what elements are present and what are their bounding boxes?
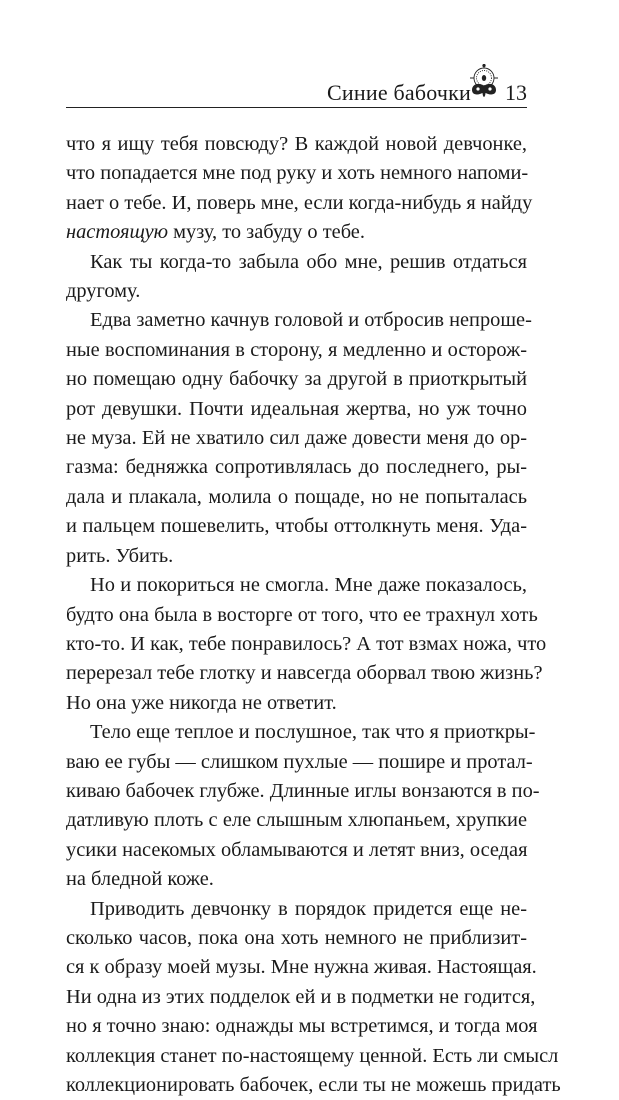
- text-line: усики насекомых обламываются и летят вниз, оседая: [66, 838, 528, 861]
- text-line: сколько часов, пока она хоть немного не приблизит-: [66, 926, 527, 949]
- text-line: коллекционировать бабочек, если ты не можешь придать: [66, 1074, 561, 1096]
- text-line: не муза. Ей не хватило сил даже довести меня до ор-: [66, 427, 527, 450]
- text-line: датливую плоть с еле слышным хлюпаньем, хрупкие: [66, 809, 527, 832]
- text-line: и пальцем пошевелить, чтобы оттолкнуть меня. Уда-: [66, 515, 527, 538]
- running-header: [66, 62, 527, 108]
- text-line: но я точно знаю: однажды мы встретимся, и тогда моя: [66, 1015, 538, 1038]
- text-line: кто-то. И как, тебе понравилось? А тот взмах ножа, что: [66, 632, 547, 655]
- text-line: перерезал тебе глотку и навсегда оборвал твою жизнь?: [66, 662, 543, 685]
- text-line: [66, 218, 527, 247]
- text-line: Приводить девчонку в порядок придется еще не-: [90, 897, 527, 920]
- text-line: но помещаю одну бабочку за другой в приоткрытый: [66, 368, 527, 391]
- text-line: Едва заметно качнув головой и отбросив непроше-: [90, 309, 532, 332]
- body-text: [66, 130, 561, 1100]
- moth-ornament-icon: [469, 64, 499, 102]
- text-line: ные воспоминания в сторону, я медленно и осторож-: [66, 338, 527, 361]
- text-line: нает о тебе. И, поверь мне, если когда-нибудь я найду: [66, 191, 533, 214]
- text-line: будто она была в восторге от того, что ее трахнул хоть: [66, 603, 538, 626]
- text-line: коллекция станет по-настоящему ценной. Есть ли смысл: [66, 1044, 559, 1067]
- text-line: рить. Убить.: [66, 544, 174, 567]
- text-fragment: музу, то забуду о тебе.: [168, 221, 365, 244]
- text-line: Тело еще теплое и послушное, так что я приоткры-: [90, 721, 536, 744]
- text-line: другому.: [66, 280, 141, 303]
- text-line: рот девушки. Почти идеальная жертва, но уж точно: [66, 397, 527, 420]
- text-line: Но и покориться не смогла. Мне даже показалось,: [90, 574, 527, 597]
- text-line: дала и плакала, молила о пощаде, но не попыталась: [66, 485, 527, 508]
- text-line: Но она уже никогда не ответит.: [66, 691, 337, 714]
- text-line: что я ищу тебя повсюду? В каждой новой девчонке,: [66, 133, 527, 155]
- text-line: ся к образу моей музы. Мне нужна живая. Настоящая.: [66, 956, 537, 979]
- text-line: на бледной коже.: [66, 868, 214, 891]
- text-line: что попадается мне под руку и хоть немного напоми-: [66, 162, 529, 185]
- text-line: киваю бабочек глубже. Длинные иглы вонзаются в по-: [66, 779, 540, 802]
- chapter-title: Синие бабочки: [327, 80, 471, 105]
- text-line: Как ты когда-то забыла обо мне, решив отдаться: [90, 250, 527, 273]
- header-rule: [66, 107, 527, 108]
- text-line: ваю ее губы — слишком пухлые — пошире и протал-: [66, 750, 533, 773]
- page-number: 13: [505, 80, 527, 105]
- text-line: Ни одна из этих подделок ей и в подметки не годится,: [66, 985, 536, 1008]
- italic-word: настоящую: [66, 221, 169, 244]
- text-line: газма: бедняжка сопротивлялась до последнего, ры-: [66, 456, 527, 479]
